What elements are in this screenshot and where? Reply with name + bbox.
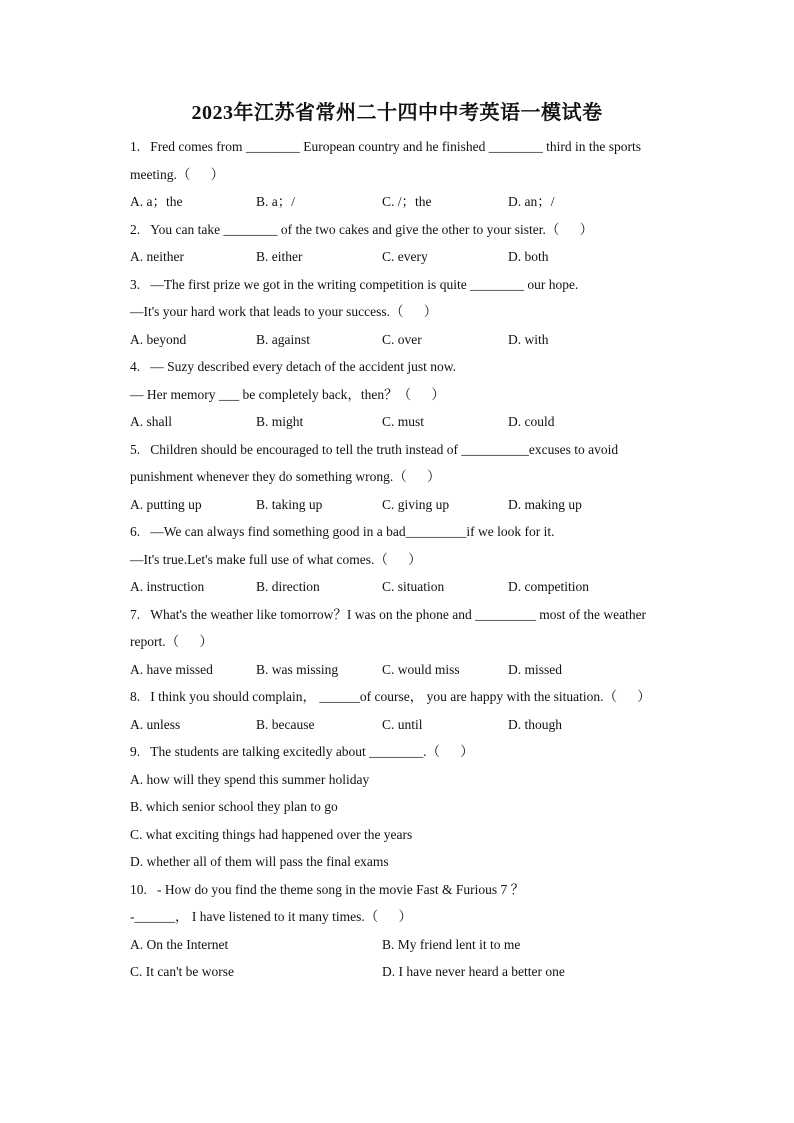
question-7 [130, 601, 690, 684]
question-5-line-1: 5. Children should be encouraged to tell the truth instead of __________excuses to avoid [130, 441, 619, 457]
question-10-options-row-2 [130, 958, 690, 986]
option-b: B. taking up [256, 496, 323, 512]
question-8-line-1: 8. I think you should complain， ______of course， you are happy with the situation.（ ） [130, 689, 651, 704]
question-10-line-2: -______， I have listened to it many times.（ ） [130, 909, 412, 924]
option-b: B. was missing [256, 661, 339, 677]
question-4-options [130, 408, 690, 436]
option-b: B. against [256, 331, 310, 347]
option-c: C. what exciting things had happened over the years [130, 826, 413, 842]
option-d: D. an；/ [508, 194, 555, 209]
option-d: D. could [508, 414, 555, 429]
option-a: A. a；the [130, 194, 183, 209]
option-b: B. direction [256, 579, 320, 594]
question-5-line-2: punishment whenever they do something wrong.（ ） [130, 469, 441, 484]
option-d: D. competition [508, 579, 589, 594]
question-2-line-1: 2. You can take ________ of the two cakes and give the other to your sister.（ ） [130, 221, 594, 237]
question-7-options [130, 656, 690, 684]
question-1-line-1: 1. Fred comes from ________ European country and he finished ________ third in the sports [130, 139, 642, 154]
question-9-line-1: 9. The students are talking excitedly about ________.（ ） [130, 744, 474, 759]
option-a: A. have missed [130, 661, 213, 677]
question-7-line-1: 7. What's the weather like tomorrow？I was on the phone and _________ most of the weather [130, 606, 647, 622]
option-c: C. would miss [382, 661, 460, 677]
option-b: B. My friend lent it to me [382, 936, 521, 952]
option-a: A. beyond [130, 331, 187, 347]
question-3-options [130, 326, 690, 354]
option-d: D. making up [508, 496, 582, 512]
option-a: A. neither [130, 249, 184, 264]
question-5 [130, 436, 690, 519]
question-1 [130, 133, 690, 216]
question-3-line-2: —It's your hard work that leads to your success.（ ） [130, 304, 438, 319]
question-6-line-2: —It's true.Let's make full use of what comes.（ ） [130, 551, 422, 567]
question-3-line-1: 3. —The first prize we got in the writing competition is quite ________ our hope. [130, 276, 579, 292]
option-b: B. because [256, 716, 315, 732]
question-4-line-1: 4. — Suzy described every detach of the accident just now. [130, 359, 457, 374]
option-c: C. every [382, 249, 428, 264]
question-1-line-2: meeting.（ ） [130, 166, 225, 182]
option-d: D. missed [508, 661, 562, 677]
question-10-line-1: 10. - How do you find the theme song in the movie Fast & Furious 7 ？ [130, 881, 525, 897]
option-b: B. which senior school they plan to go [130, 799, 338, 814]
option-c: C. /；the [382, 194, 432, 209]
question-2 [130, 216, 690, 271]
option-b: B. a；/ [256, 194, 295, 209]
option-a: A. putting up [130, 496, 202, 512]
option-d: D. both [508, 249, 549, 264]
option-a: A. instruction [130, 579, 205, 594]
option-b: B. either [256, 249, 303, 264]
option-c: C. giving up [382, 496, 450, 512]
question-4-line-2: — Her memory ___ be completely back，then？（ ） [130, 386, 445, 402]
option-c: C. must [382, 414, 425, 429]
question-3 [130, 271, 690, 354]
question-7-line-2: report.（ ） [130, 634, 213, 649]
option-c: C. until [382, 716, 423, 732]
question-6-line-1: 6. —We can always find something good in a bad_________if we look for it. [130, 524, 555, 539]
question-10 [130, 876, 690, 986]
option-a: A. unless [130, 716, 181, 732]
option-d: D. I have never heard a better one [382, 964, 565, 979]
option-a: A. On the Internet [130, 936, 229, 952]
question-list [130, 133, 690, 986]
question-9 [130, 738, 690, 876]
option-c: C. over [382, 331, 422, 347]
option-a: A. shall [130, 414, 172, 429]
option-b: B. might [256, 414, 304, 429]
option-a: A. how will they spend this summer holiday [130, 771, 370, 787]
option-c: C. situation [382, 579, 445, 594]
question-6 [130, 518, 690, 601]
option-c: C. It can't be worse [130, 964, 235, 979]
page-title: 2023年江苏省常州二十四中中考英语一模试卷 [191, 102, 603, 124]
option-d: D. with [508, 331, 549, 347]
option-d: D. whether all of them will pass the final exams [130, 854, 389, 869]
question-1-options [130, 188, 690, 216]
question-6-options [130, 573, 690, 601]
question-8-options [130, 711, 690, 739]
question-8 [130, 683, 690, 738]
question-4 [130, 353, 690, 436]
option-d: D. though [508, 716, 562, 732]
question-10-options-row-1 [130, 931, 690, 959]
question-5-options [130, 491, 690, 519]
question-2-options [130, 243, 690, 271]
